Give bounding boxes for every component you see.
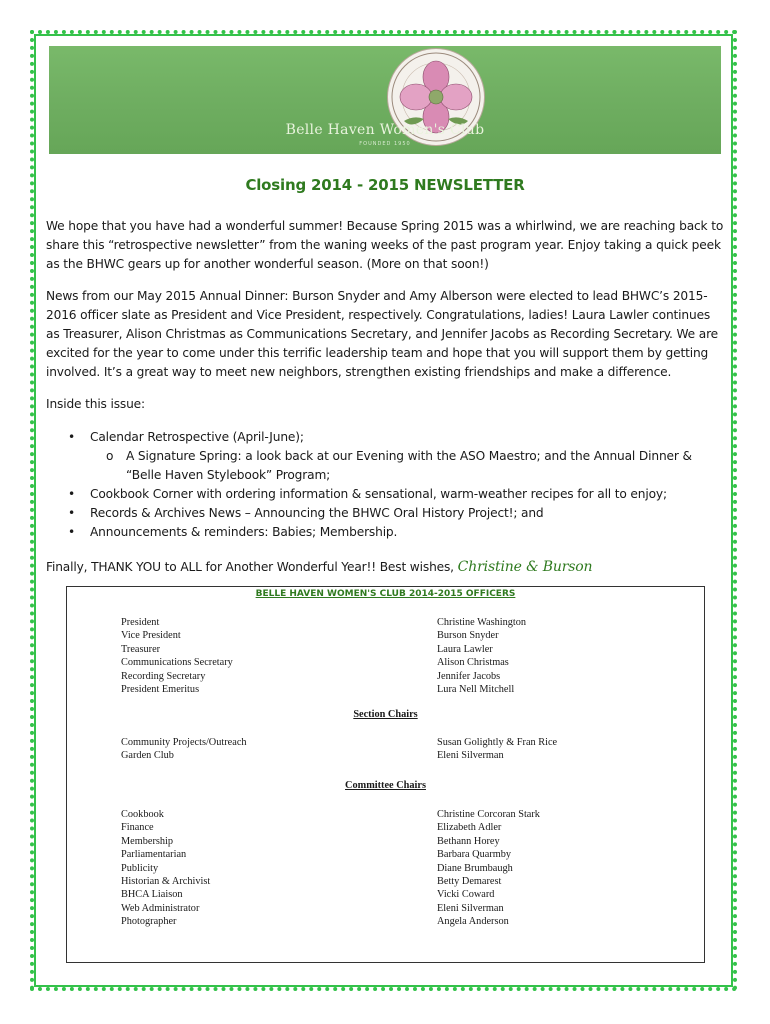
person-name: Susan Golightly & Fran Rice (437, 737, 558, 748)
person-name: Betty Demarest (437, 876, 502, 888)
person-name: Jennifer Jacobs (437, 670, 501, 682)
bullet-icon: • (68, 525, 76, 539)
dinner-news-paragraph: News from our May 2015 Annual Dinner: Burson Snyder and Amy Alberson were elected to lead BHWC’s 2015-2016 officer slate as President and Vice President, respectively. Congratulations, ladies! Laura Lawler continues as Treasurer, Alison Christmas as Communications Secretary, and Jennifer Jacobs as Recording Secretary. We are excited for the year to come under this terrific leadership team and hope that you will support them by getting involved. It’s a great way to meet new neighbors, strengthen existing friendships and make a difference. (46, 289, 719, 379)
intro-paragraph: We hope that you have had a wonderful summer! Because Spring 2015 was a whirlwind, we are reaching back to share this “retrospective newsletter” from the waning weeks of the past program year. Enjoy taking a quick peek as the BHWC gears up for another wonderful season. (More on that soon!) (46, 219, 724, 271)
list-item: • Records & Archives News – Announcing the BHWC Oral History Project!; and (46, 504, 726, 523)
role-label: Parliamentarian (121, 849, 187, 861)
newsletter-title: Closing 2014 - 2015 NEWSLETTER (245, 176, 525, 194)
club-founded: FOUNDED 1950 (359, 141, 411, 147)
bullet-icon: • (68, 506, 76, 520)
person-name: Bethann Horey (437, 835, 500, 847)
role-label: President (121, 617, 160, 628)
person-name: Elizabeth Adler (437, 822, 502, 834)
role-label: President Emeritus (121, 684, 200, 696)
header-banner (49, 46, 721, 154)
person-name: Christine Corcoran Stark (437, 809, 540, 820)
person-name: Eleni Silverman (437, 750, 504, 762)
bullet-icon: • (68, 430, 76, 444)
closing-line: Finally, THANK YOU to ALL for Another Wonderful Year!! Best wishes, Christine & Burson (46, 559, 593, 575)
role-label: Recording Secretary (121, 670, 206, 682)
club-name: Belle Haven Women's Club (285, 122, 485, 138)
section-chair-roles (121, 736, 247, 763)
role-label: Web Administrator (121, 902, 200, 914)
person-name: Vicki Coward (437, 889, 495, 901)
role-label: Communications Secretary (121, 657, 233, 669)
role-label: Community Projects/Outreach (121, 737, 247, 748)
role-label: Publicity (121, 862, 159, 874)
signature: Christine & Burson (457, 559, 593, 575)
role-label: Membership (121, 835, 174, 847)
person-name: Diane Brumbaugh (437, 862, 513, 874)
role-label: Treasurer (121, 643, 161, 655)
role-label: Vice President (121, 630, 181, 642)
list-item: • Announcements & reminders: Babies; Membership. (46, 523, 726, 542)
person-name: Laura Lawler (437, 643, 493, 655)
section-chair-names (437, 736, 557, 763)
person-name: Lura Nell Mitchell (437, 684, 515, 696)
officers-title: BELLE HAVEN WOMEN'S CLUB 2014-2015 OFFICERS (255, 589, 516, 599)
person-name: Alison Christmas (437, 657, 509, 669)
role-label: Historian & Archivist (121, 876, 211, 888)
committee-chair-roles (121, 808, 210, 929)
role-label: Finance (121, 822, 154, 834)
role-label: Photographer (121, 916, 177, 928)
officers-box (66, 586, 705, 963)
officer-roles (121, 616, 233, 696)
person-name: Eleni Silverman (437, 902, 504, 914)
issue-contents-list (46, 428, 726, 542)
list-item: • Calendar Retrospective (April-June); (46, 428, 726, 447)
person-name: Burson Snyder (437, 630, 499, 642)
role-label: Cookbook (121, 809, 164, 820)
person-name: Christine Washington (437, 617, 527, 628)
person-name: Angela Anderson (437, 916, 509, 928)
role-label: Garden Club (121, 750, 174, 762)
person-name: Barbara Quarmby (437, 849, 512, 861)
committee-chairs-heading: Committee Chairs (345, 780, 426, 791)
inside-issue-label: Inside this issue: (46, 397, 145, 411)
list-subitem: o A Signature Spring: a look back at our Evening with the ASO Maestro; and the Annual Dinner & “Belle Haven Stylebook” Program; (106, 449, 692, 482)
role-label: BHCA Liaison (121, 889, 183, 901)
committee-chair-names (437, 808, 540, 929)
list-item: • Cookbook Corner with ordering information & sensational, warm-weather recipes for all to enjoy; (46, 485, 726, 504)
circle-bullet-icon: o (106, 449, 114, 463)
section-chairs-heading: Section Chairs (353, 709, 418, 720)
officer-names (437, 616, 526, 696)
bullet-icon: • (68, 487, 76, 501)
